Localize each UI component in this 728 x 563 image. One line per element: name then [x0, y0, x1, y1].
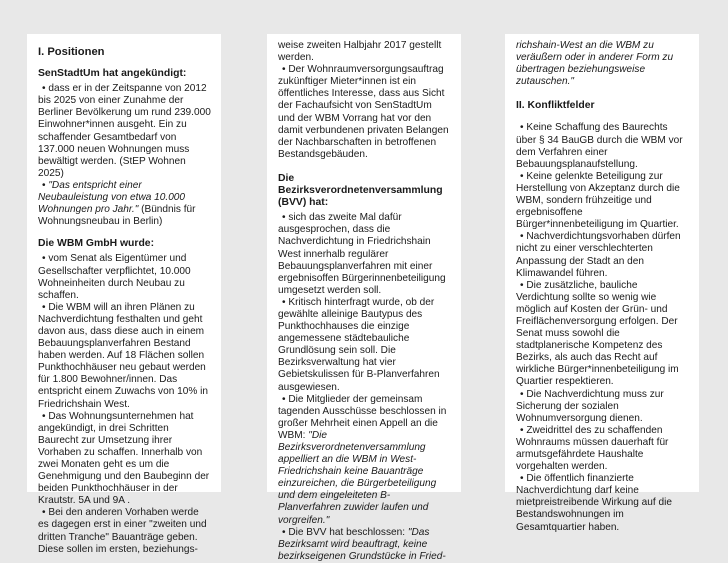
- paragraph: • vom Senat als Eigentümer und Gesellschafter verpflichtet, 10.000 Wohneinheiten durch Neubau zu schaffen.: [38, 253, 191, 301]
- text: • Die Mitglieder der gemeinsam tagenden Ausschüsse beschlossen in großer Mehrheit einen Appell an die WBM:: [278, 393, 447, 441]
- paragraph: • Der Wohnraumversorgungsauftrag zukünftiger Mieter*innen ist ein öffentliches Interesse, dass aus Sicht der Fachaufsicht von SenStadtUm und der WBM Vorrang hat vor den damit verbundenen privaten Belangen der Nachbarschaften in betroffenen Bestandsgebäuden.: [278, 64, 449, 160]
- paragraph: • Keine gelenkte Beteiligung zur Herstellung von Akzeptanz durch die WBM, sondern frühzeitige und ergebnisoffene Bürger*innenbeteiligung im Quartier.: [516, 170, 680, 231]
- paragraph: • sich das zweite Mal dafür ausgesprochen, dass die Nachverdichtung in Friedrichshain West innerhalb regulärer Bebauungsplanverfahren mit einer ergebnisoffen Bürgerinnenbeteiligung umgesetzt werden soll.: [278, 212, 446, 296]
- paragraph: • Zweidrittel des zu schaffenden Wohnraums müssen dauerhaft für armutsgefährdete Haushalte vorgehalten werden.: [516, 424, 669, 473]
- subheading-senstadtum: SenStadtUm hat angekündigt:: [38, 68, 187, 80]
- paragraph: • Nachverdichtungsvorhaben dürfen nicht zu einer verschlechterten Anpassung der Stadt an den Klimawandel führen.: [516, 231, 681, 279]
- paragraph: [278, 527, 451, 563]
- column-3: [505, 34, 699, 533]
- paragraph-continued: weise zweiten Halbjahr 2017 gestellt werden.: [278, 40, 442, 64]
- source: (Bündnis für Wohnungsneubau in Berlin): [38, 204, 196, 228]
- quote: "Das entspricht einer Neubauleistung von etwa 10.000 Wohnungen pro Jahr.": [38, 179, 186, 216]
- text: • Die BVV hat beschlossen:: [282, 526, 408, 538]
- section-heading-konfliktfelder: II. Konfliktfelder: [516, 100, 595, 112]
- paragraph: • Keine Schaffung des Baurechts über § 34 BauGB durch die WBM vor dem Verfahren einer Bebauungsplanaufstellung.: [516, 122, 683, 170]
- quote: "Das Bezirksamt wird beauftragt, keine bezirkseigenen Grundstücke in Fried-: [278, 526, 446, 562]
- column-1: [27, 34, 221, 555]
- paragraph-continued: [516, 40, 689, 88]
- paragraph: • Die zusätzliche, bauliche Verdichtung sollte so wenig wie möglich auf Kosten der Grün- und Freiflächenversorgung erfolgen. Der Senat muss sowohl die stadtplanerische Kompetenz des Bezirks, als auch das Recht auf wirkliche Bürger*innenbeteiligung im Quartier respektieren.: [516, 279, 679, 388]
- paragraph: • "Das entspricht einer Neubauleistung von etwa 10.000 Wohnungen pro Jahr." (Bündnis für Wohnungsneubau in Berlin): [38, 179, 196, 228]
- paragraph: • Kritisch hinterfragt wurde, ob der gewählte alleinige Bautypus des Punkthochhauses die einzige angemessene städtebauliche Grundlösung sein soll. Die Bezirksverwaltung hat vier Gebietskulissen für B-Planverfahren ausgewiesen.: [278, 296, 440, 393]
- column-2: [267, 34, 461, 562]
- paragraph: • dass er in der Zeitspanne von 2012 bis 2025 von einer Zunahme der Berliner Bevölkerung um rund 239.000 Einwohner*innen ausgeht. Ein zu schaffender Gesamtbedarf von 137.000 neuen Wohnungen muss bewältigt werden. (StEP Wohnen 2025): [38, 83, 211, 179]
- paragraph: • Die öffentlich finanzierte Nachverdichtung darf keine mietpreistreibende Wirkung auf die Bestandswohnungen im Gesamtquartier haben.: [516, 473, 672, 533]
- paragraph: [278, 394, 451, 527]
- subheading-bvv: Die Bezirksverordnetenversammlung (BVV) hat:: [278, 172, 443, 209]
- quote: richshain-West an die WBM zu veräußern oder in anderer Form zu übertragen beziehungsweise zutauschen.": [516, 40, 674, 88]
- subheading-wbm: Die WBM GmbH wurde:: [38, 238, 155, 250]
- paragraph: • Die WBM will an ihren Plänen zu Nachverdichtung festhalten und geht davon aus, dass diese auch in einem Bebauungsplanverfahren Bestand haben werden. Auf 18 Flächen sollen Punkthochhäuser neu gebaut werden für 1.800 Bewohner/innen. Das entspricht einem Zuwachs von 10% in Friedrichshain West.: [38, 301, 208, 410]
- paragraph: • Bei den anderen Vorhaben werde es dagegen erst in einer "zweiten und dritten Tranche" Bauanträge geben. Diese sollen im ersten, beziehungs-: [38, 507, 207, 555]
- paragraph: • Die Nachverdichtung muss zur Sicherung der sozialen Wohnumversorgung dienen.: [516, 388, 664, 424]
- quote: "Die Bezirksverordnetenversammlung appelliert an die WBM in West-Friedrichshain keine Bauanträge einzureichen, die Bürgerbeteiligung und dem eingeleiteten B-Planverfahren zuwider laufen und vorgreifen.": [278, 429, 437, 526]
- section-heading-positionen: I. Positionen: [38, 46, 105, 58]
- paragraph: • Das Wohnungsunternehmen hat angekündigt, in drei Schritten Baurecht zur Umsetzung ihrer Vorhaben zu schaffen. Innerhalb von zwei Monaten geht es um die Genehmigung und den Baubeginn der beiden Punkthochhäuser in der Krautstr. 5A und 9A .: [38, 410, 210, 507]
